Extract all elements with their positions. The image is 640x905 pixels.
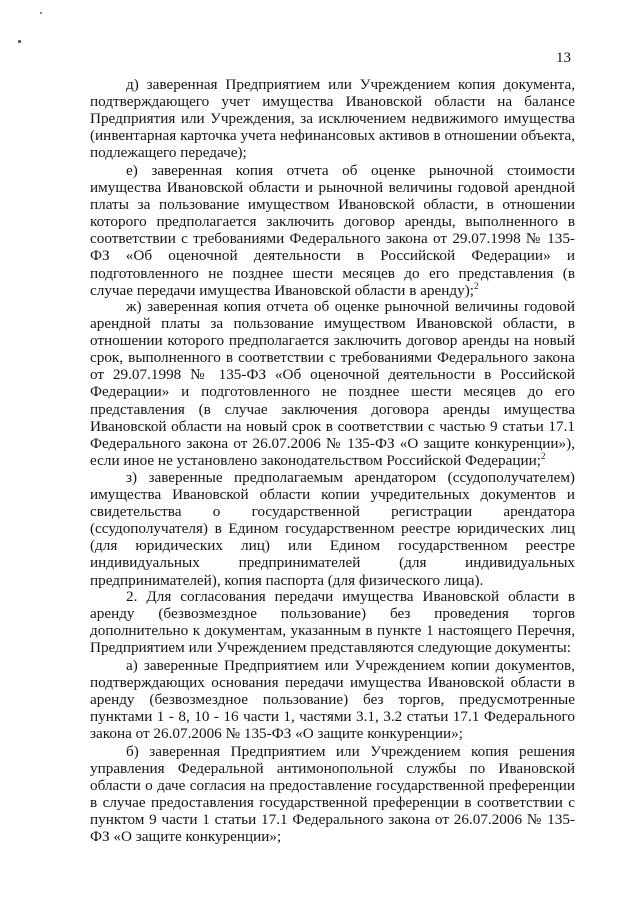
paragraph-text: а) заверенные Предприятием или Учреждением копии документов, подтверждающих основания передачи имущества Ивановской области в аренду (безвозмездное пользование) без торгов, предусмотренные пунктами 1 - 8, 10 - 16 части 1, частями 3.1, 3.2 статьи 17.1 Федерального закона от 26.07.2006 № 135-ФЗ «О защите конкуренции»; [90, 657, 575, 743]
paragraph-item-z [90, 469, 575, 589]
paragraph-item-2 [90, 588, 575, 656]
paragraph-item-e [90, 162, 575, 299]
paragraph-item-zh [90, 298, 575, 469]
paragraph-text: 2. Для согласования передачи имущества Ивановской области в аренду (безвозмездное пользование) без проведения торгов дополнительно к документам, указанным в пункте 1 настоящего Перечня, Предприятием или Учреждением представляются следующие документы: [90, 588, 575, 657]
scan-mark [40, 12, 42, 14]
footnote-ref: 2 [540, 450, 546, 461]
page-number: 13 [556, 50, 571, 66]
paragraph-text: е) заверенная копия отчета об оценке рыночной стоимости имущества Ивановской области и рыночной величины годовой арендной платы за пользование имуществом Ивановской области, в отношении которого предполагается заключить договор аренды, выполненного в соответствии с требованиями Федерального закона от 29.07.1998 № 135-ФЗ «Об оценочной деятельности в Российской Федерации» и подготовленного не позднее шести месяцев до его представления (в случае передачи имущества Ивановской области в аренду); [90, 162, 575, 299]
scan-mark [18, 40, 21, 43]
paragraph-text: д) заверенная Предприятием или Учреждением копия документа, подтверждающего учет имущества Ивановской области на балансе Предприятия или Учреждения, за исключением недвижимого имущества (инвентарная карточка учета нефинансовых активов в отношении объекта, подлежащего передаче); [90, 76, 575, 162]
paragraph-text: б) заверенная Предприятием или Учреждением копия решения управления Федеральной антимонопольной службы по Ивановской области о даче согласия на предоставление государственной преференции в случае предоставления государственной преференции в соответствии с пунктом 9 части 1 статьи 17.1 Федерального закона от 26.07.2006 № 135-ФЗ «О защите конкуренции»; [90, 743, 575, 846]
paragraph-item-b [90, 743, 575, 846]
footnote-ref: 2 [473, 280, 479, 291]
paragraph-item-a [90, 657, 575, 742]
paragraph-text: ж) заверенная копия отчета об оценке рыночной величины годовой арендной платы за пользование имуществом Ивановской области, в отношении которого предполагается заключить договор аренды на новый срок, выполненного в соответствии с требованиями Федерального закона от 29.07.1998 № 135-ФЗ «Об оценочной деятельности в Российской Федерации» и подготовленного не позднее шести месяцев до его представления (в случае заключения договора аренды имущества Ивановской области на новый срок в соответствии с частью 9 статьи 17.1 Федерального закона от 26.07.2006 № 135-ФЗ «О защите конкуренции»), если иное не установлено законодательством Российской Федерации; [90, 298, 575, 469]
paragraph-text: з) заверенные предполагаемым арендатором (ссудополучателем) имущества Ивановской области копии учредительных документов и свидетельства о государственной регистрации арендатора (ссудополучателя) в Едином государственном реестре юридических лиц (для юридических лиц) или Едином государственном реестре индивидуальных предпринимателей (для индивидуальных предпринимателей), копия паспорта (для физического лица). [90, 469, 575, 589]
paragraph-item-d [90, 76, 575, 161]
